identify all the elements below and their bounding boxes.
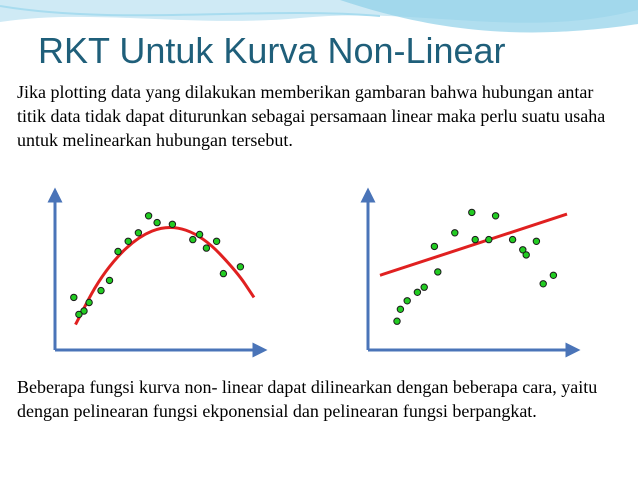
nonlinear-chart [55,195,260,350]
data-point [509,236,515,242]
fit-curve [76,227,255,324]
data-point [492,213,498,219]
data-point [190,236,196,242]
data-point [421,284,427,290]
data-point [404,298,410,304]
data-point [125,238,131,244]
data-point [472,236,478,242]
data-point [533,238,539,244]
linear-fit-chart [368,195,573,350]
data-point [76,311,82,317]
data-point [135,230,141,236]
data-point [115,248,121,254]
data-point [196,231,202,237]
data-point [106,277,112,283]
data-point [523,252,529,258]
data-point [71,294,77,300]
data-point [203,245,209,251]
data-point [86,299,92,305]
fit-line [380,214,567,275]
data-point [435,269,441,275]
data-point [469,209,475,215]
data-point [397,306,403,312]
intro-paragraph: Jika plotting data yang dilakukan memberikan gambaran bahwa hubungan antar titik data tidak dapat diturunkan sebagai persamaan linear maka perlu suatu usaha untuk melinearkan hubungan tersebut. [17,82,606,150]
data-point [145,213,151,219]
data-point [169,221,175,227]
data-point [550,272,556,278]
data-point [213,238,219,244]
data-point [486,236,492,242]
data-point [237,264,243,270]
data-point [98,287,104,293]
data-point [452,230,458,236]
slide-title: RKT Untuk Kurva Non-Linear [38,30,506,71]
data-point [394,318,400,324]
data-point [540,281,546,287]
data-point [431,243,437,249]
outro-paragraph: Beberapa fungsi kurva non- linear dapat dilinearkan dengan beberapa cara, yaitu dengan pelinearan fungsi ekponensial dan pelinearan fungsi berpangkat. [17,377,598,421]
data-point [154,219,160,225]
data-point [414,289,420,295]
data-point [220,270,226,276]
